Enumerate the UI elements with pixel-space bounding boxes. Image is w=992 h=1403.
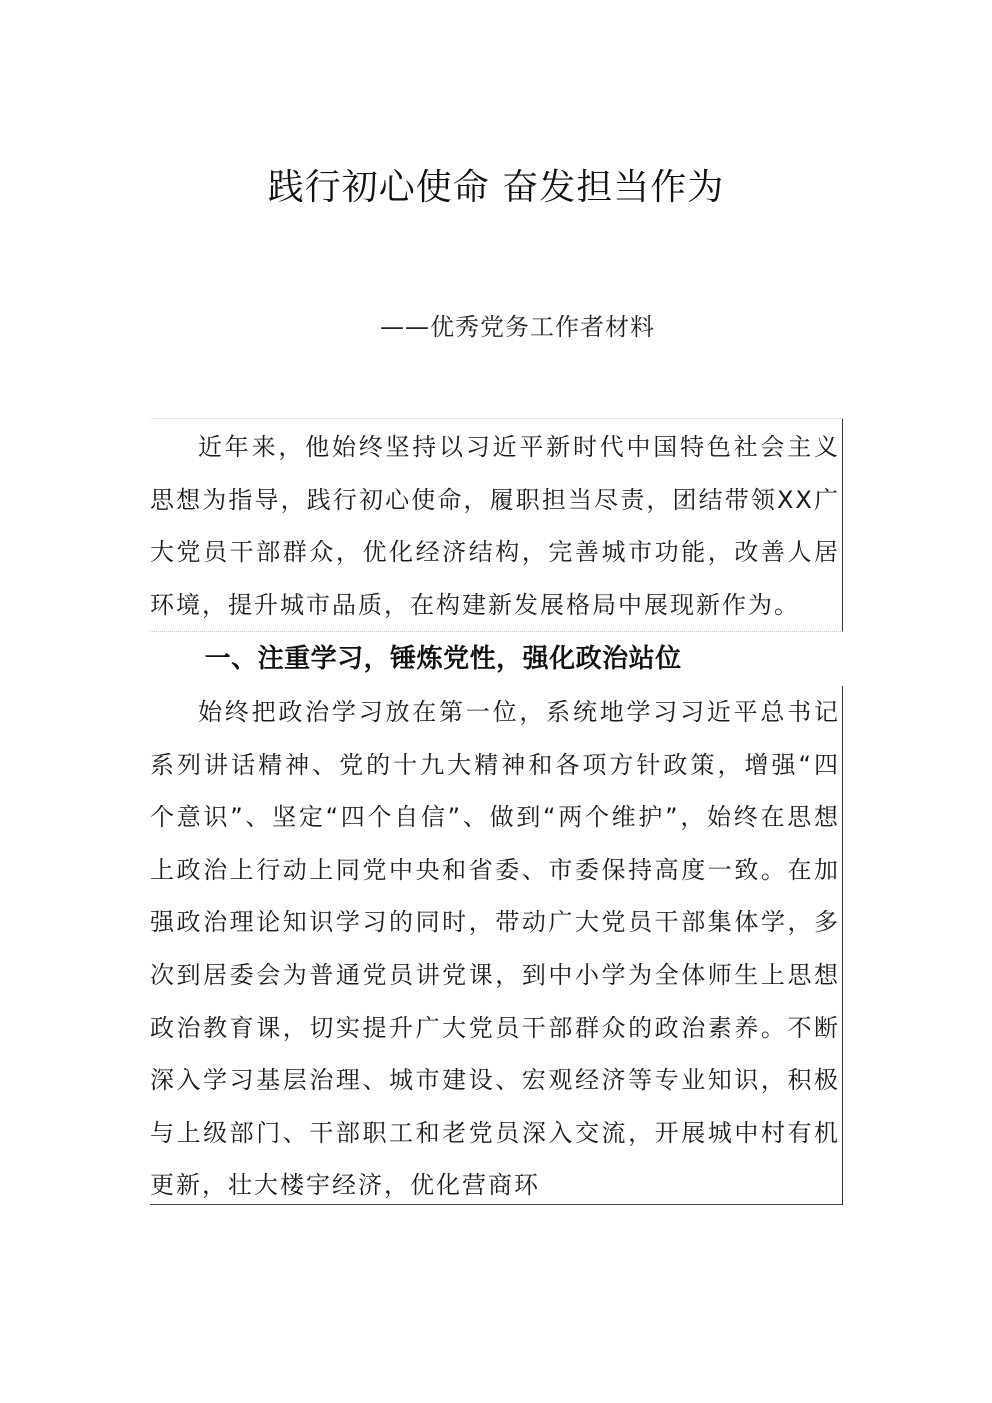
section-heading: 一、注重学习，锤炼党性，强化政治站位	[204, 644, 682, 674]
intro-paragraph: 近年来，他始终坚持以习近平新时代中国特色社会主义思想为指导，践行初心使命，履职担当尽责，团结带领XX广大党员干部群众，优化经济结构，完善城市功能，改善人居环境，提升城市品质，在构建新发展格局中展现新作为。	[150, 419, 843, 632]
section-paragraph: 始终把政治学习放在第一位，系统地学习习近平总书记系列讲话精神、党的十九大精神和各项方针政策，增强“四个意识”、坚定“四个自信”、做到“两个维护”，始终在思想上政治上行动上同党中央和省委、市委保持高度一致。在加强政治理论知识学习的同时，带动广大党员干部集体学，多次到居委会为普通党员讲党课，到中小学为全体师生上思想政治教育课，切实提升广大党员干部群众的政治素养。不断深入学习基层治理、城市建设、宏观经济等专业知识，积极与上级部门、干部职工和老党员深入交流，开展城中村有机更新，壮大楼宇经济，优化营商环	[150, 686, 843, 1205]
document-title: 践行初心使命 奋发担当作为	[267, 167, 725, 208]
document-body	[150, 418, 843, 1205]
document-subtitle: ——优秀党务工作者材料	[380, 313, 655, 341]
